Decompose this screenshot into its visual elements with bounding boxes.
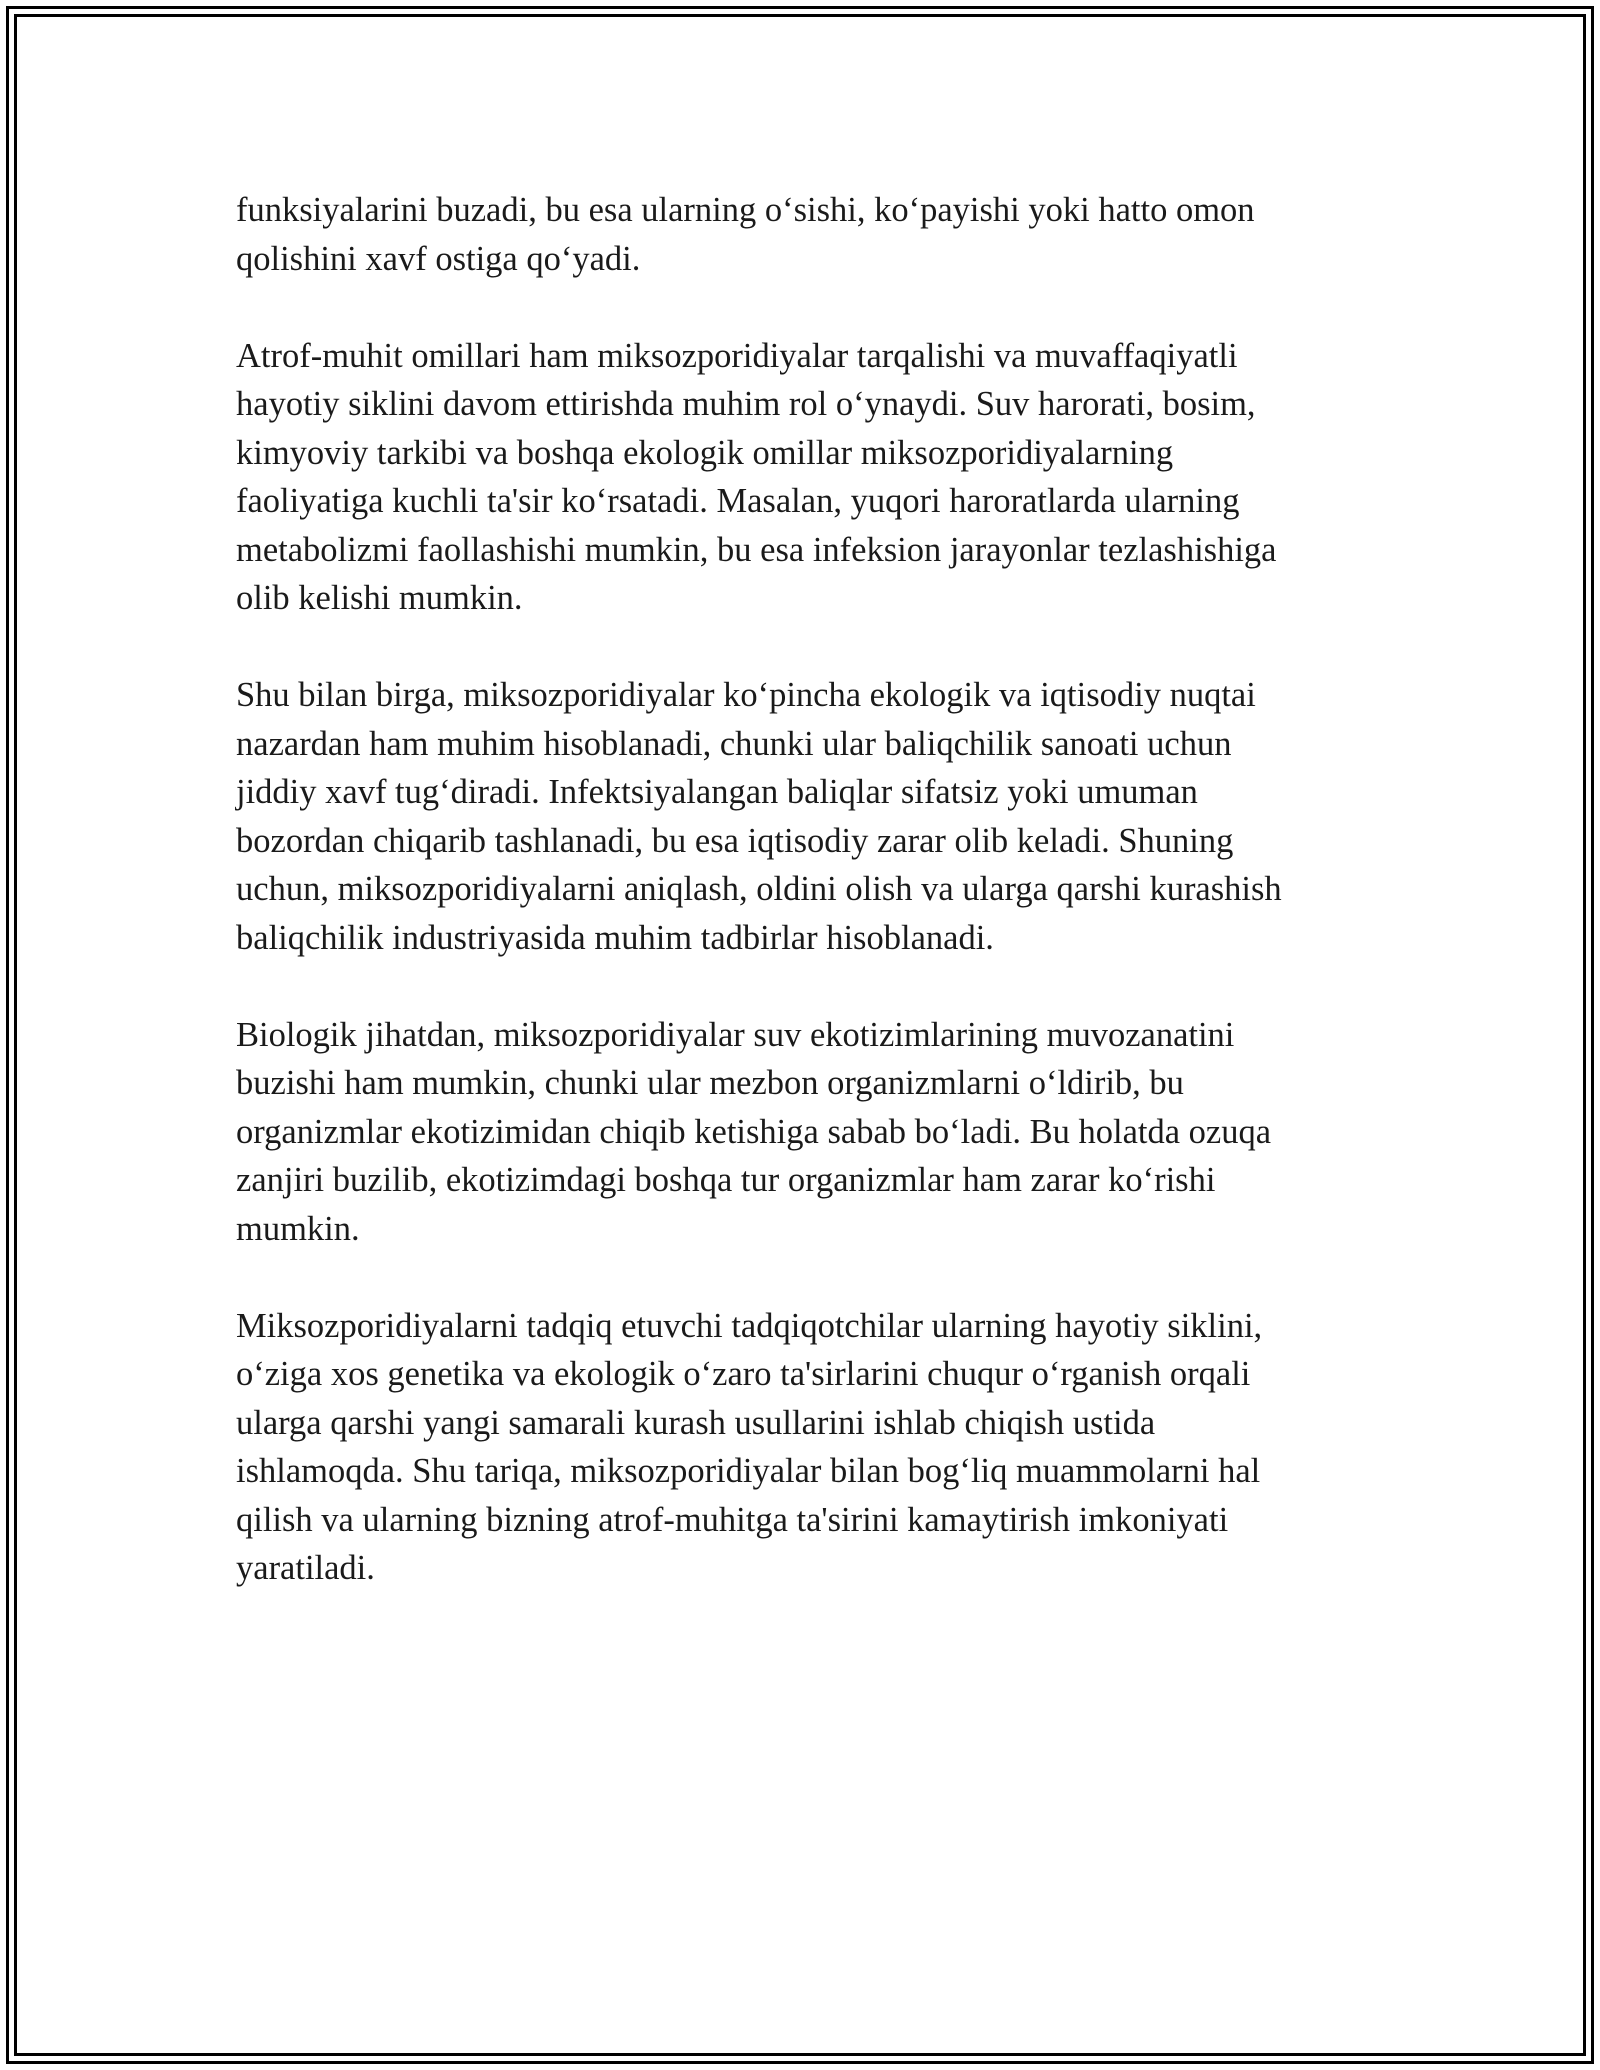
text-line: qolishini xavf ostiga qo‘yadi. — [236, 239, 641, 278]
text-line: kimyoviy tarkibi va boshqa ekologik omillar miksozporidiyalarning — [236, 433, 1174, 472]
text-line: Miksozporidiyalarni tadqiq etuvchi tadqiqotchilar ularning hayotiy siklini, — [236, 1306, 1263, 1345]
text-line: nazardan ham muhim hisoblanadi, chunki ular baliqchilik sanoati uchun — [236, 724, 1232, 763]
text-line: ishlamoqda. Shu tariqa, miksozporidiyalar bilan bog‘liq muammolarni hal — [236, 1452, 1261, 1490]
text-line: funksiyalarini buzadi, bu esa ularning o‘sishi, ko‘payishi yoki hatto omon — [236, 191, 1255, 229]
text-line: Atrof-muhit omillari ham miksozporidiyalar tarqalishi va muvaffaqiyatli — [236, 336, 1238, 375]
paragraph — [236, 186, 1361, 283]
paragraph — [236, 671, 1361, 962]
text-line: Shu bilan birga, miksozporidiyalar ko‘pincha ekologik va iqtisodiy nuqtai — [236, 676, 1256, 714]
text-line: qilish va ularning bizning atrof-muhitga ta'sirini kamaytirish imkoniyati — [236, 1500, 1229, 1539]
text-line: Biologik jihatdan, miksozporidiyalar suv ekotizimlarining muvozanatini — [236, 1015, 1235, 1054]
text-line: uchun, miksozporidiyalarni aniqlash, oldini olish va ularga qarshi kurashish — [236, 870, 1282, 908]
text-line: metabolizmi faollashishi mumkin, bu esa infeksion jarayonlar tezlashishiga — [236, 530, 1277, 569]
text-line: ularga qarshi yangi samarali kurash usullarini ishlab chiqish ustida — [236, 1403, 1156, 1442]
document-body — [236, 186, 1361, 1641]
text-line: yaratiladi. — [236, 1549, 375, 1587]
paragraph — [236, 332, 1361, 623]
text-line: organizmlar ekotizimidan chiqib ketishiga sabab bo‘ladi. Bu holatda ozuqa — [236, 1112, 1272, 1151]
paragraph — [236, 1302, 1361, 1593]
text-line: bozordan chiqarib tashlanadi, bu esa iqtisodiy zarar olib keladi. Shuning — [236, 821, 1234, 860]
text-line: o‘ziga xos genetika va ekologik o‘zaro ta'sirlarini chuqur o‘rganish orqali — [236, 1355, 1251, 1393]
text-line: zanjiri buzilib, ekotizimdagi boshqa tur organizmlar ham zarar ko‘rishi — [236, 1161, 1216, 1199]
text-line: olib kelishi mumkin. — [236, 579, 523, 617]
text-line: mumkin. — [236, 1209, 360, 1248]
text-line: buzishi ham mumkin, chunki ular mezbon organizmlarni o‘ldirib, bu — [236, 1064, 1184, 1102]
text-line: baliqchilik industriyasida muhim tadbirlar hisoblanadi. — [236, 918, 994, 957]
paragraph — [236, 1011, 1361, 1254]
text-line: jiddiy xavf tug‘diradi. Infektsiyalangan baliqlar sifatsiz yoki umuman — [236, 773, 1198, 811]
text-line: hayotiy siklini davom ettirishda muhim rol o‘ynaydi. Suv harorati, bosim, — [236, 385, 1256, 423]
text-line: faoliyatiga kuchli ta'sir ko‘rsatadi. Masalan, yuqori haroratlarda ularning — [236, 482, 1240, 520]
